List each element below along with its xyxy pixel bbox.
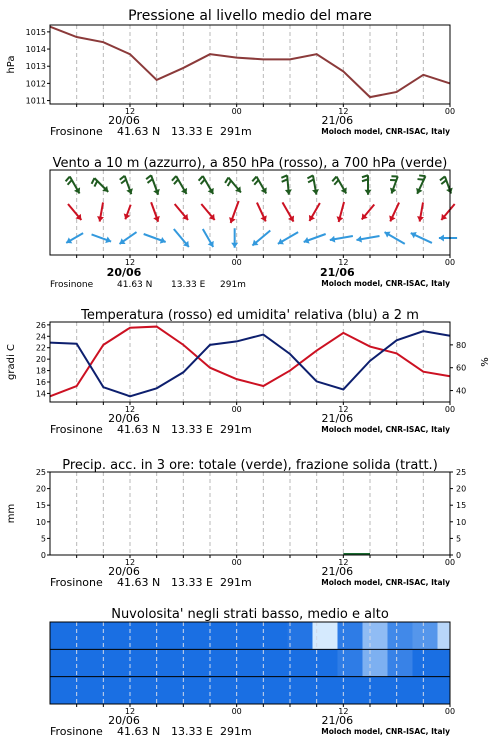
cloud-cell bbox=[388, 677, 413, 704]
precip-title: Precip. acc. in 3 ore: totale (verde), frazione solida (tratt.) bbox=[62, 458, 438, 473]
location-alt: 291m bbox=[220, 725, 252, 738]
cloud-cell bbox=[238, 677, 263, 704]
wind-barb bbox=[417, 179, 423, 180]
wind-barb bbox=[199, 176, 203, 181]
location-name: Frosinone bbox=[50, 576, 103, 589]
pressure-panel bbox=[6, 8, 455, 138]
x-tick-label: 00 bbox=[231, 707, 242, 716]
y-tick-label: 25 bbox=[35, 468, 46, 477]
y-tick-label: 24 bbox=[35, 332, 46, 342]
cloud-cell bbox=[238, 649, 263, 676]
cloud-cell bbox=[438, 677, 451, 704]
cloud-cell bbox=[63, 622, 88, 649]
x-tick-label: 00 bbox=[444, 405, 456, 414]
date-label: 21/06 bbox=[321, 114, 354, 127]
y-tick-label: 1013 bbox=[25, 62, 46, 72]
cloud-cell bbox=[138, 677, 163, 704]
cloud-cell bbox=[238, 622, 263, 649]
cloud-cell bbox=[213, 649, 238, 676]
wind-barb bbox=[146, 175, 151, 179]
wind-arrow-head bbox=[439, 235, 444, 242]
wind-barb bbox=[92, 178, 95, 184]
x-tick-label: 00 bbox=[231, 558, 242, 567]
date-label: 20/06 bbox=[108, 412, 140, 425]
location-lat: 41.63 N bbox=[117, 423, 161, 436]
y-tick-label: 26 bbox=[35, 320, 46, 330]
y-tick-label: 1015 bbox=[25, 27, 46, 37]
cloud-cell bbox=[50, 622, 63, 649]
y-tick-label: 22 bbox=[35, 343, 46, 353]
wind-barb bbox=[94, 181, 97, 187]
y-tick-label-right: 20 bbox=[456, 484, 467, 494]
cloud-cell bbox=[288, 677, 313, 704]
location-alt: 291m bbox=[220, 576, 252, 589]
cloud-cell bbox=[263, 622, 288, 649]
wind-barb bbox=[254, 180, 258, 185]
y-tick-label: 20 bbox=[35, 355, 46, 365]
x-tick-label: 12 bbox=[124, 707, 136, 716]
temp-rh-panel bbox=[6, 308, 491, 436]
location-lat: 41.63 N bbox=[117, 576, 161, 589]
cloud-cell bbox=[188, 677, 213, 704]
wind-barb bbox=[174, 179, 178, 184]
x-tick-label: 12 bbox=[338, 258, 349, 267]
cloud-cell bbox=[388, 622, 413, 649]
x-tick-label: 12 bbox=[338, 558, 349, 567]
x-tick-label: 00 bbox=[444, 258, 456, 267]
y-tick-label: 1014 bbox=[25, 45, 46, 55]
y-tick-label: 1011 bbox=[25, 96, 46, 106]
y-tick-label-right: 0 bbox=[456, 551, 462, 560]
date-label: 21/06 bbox=[321, 565, 354, 578]
cloud-cell bbox=[113, 677, 138, 704]
y-axis-label: mm bbox=[6, 503, 17, 524]
wind-barb bbox=[441, 180, 446, 184]
x-tick-label: 00 bbox=[231, 107, 242, 116]
cloud-cell bbox=[88, 649, 113, 676]
x-tick-label: 12 bbox=[124, 405, 136, 414]
wind-barb bbox=[307, 175, 313, 178]
x-tick-label: 12 bbox=[338, 107, 349, 116]
plot-frame bbox=[50, 472, 450, 555]
location-lat: 41.63 N bbox=[117, 125, 161, 138]
location-lon: 13.33 E bbox=[171, 725, 213, 738]
x-tick-label: 12 bbox=[124, 558, 136, 567]
y-tick-label-right: 60 bbox=[456, 363, 467, 373]
x-tick-label: 00 bbox=[231, 258, 242, 267]
location-alt: 291m bbox=[220, 423, 252, 436]
y-tick-label: 10 bbox=[35, 517, 46, 527]
model-credit: Moloch model, CNR-ISAC, Italy bbox=[321, 127, 450, 136]
x-tick-label: 00 bbox=[444, 107, 456, 116]
cloud-cell bbox=[363, 677, 388, 704]
location-alt: 291m bbox=[220, 125, 252, 138]
date-label: 20/06 bbox=[108, 114, 140, 127]
y-tick-label-right: 80 bbox=[456, 340, 467, 350]
cloud-cell bbox=[363, 649, 388, 676]
wind-barb bbox=[121, 180, 126, 184]
location-lon: 13.33 E bbox=[171, 125, 213, 138]
wind-barb bbox=[68, 180, 72, 185]
location-lon: 13.33 E bbox=[171, 576, 213, 589]
clouds-panel bbox=[50, 607, 455, 738]
pressure-title: Pressione al livello medio del mare bbox=[128, 8, 372, 24]
y-tick-label: 0 bbox=[40, 551, 46, 560]
y-tick-label: 16 bbox=[35, 378, 46, 387]
wind-barb bbox=[228, 181, 231, 186]
cloud-cell bbox=[113, 649, 138, 676]
location-name: Frosinone bbox=[50, 725, 103, 738]
wind-title: Vento a 10 m (azzurro), a 850 hPa (rosso), a 700 hPa (verde) bbox=[52, 156, 448, 171]
x-tick-label: 12 bbox=[124, 258, 136, 267]
wind-barb bbox=[148, 179, 153, 183]
cloud-cell bbox=[413, 649, 438, 676]
y-tick-label-right: 25 bbox=[456, 468, 467, 477]
cloud-cell bbox=[438, 649, 451, 676]
cloud-cell bbox=[50, 677, 63, 704]
x-tick-label: 12 bbox=[124, 107, 136, 116]
x-tick-label: 12 bbox=[338, 707, 349, 716]
cloud-cell bbox=[138, 622, 163, 649]
cloud-cell bbox=[63, 677, 88, 704]
y-tick-label: 1012 bbox=[25, 79, 46, 89]
cloud-cell bbox=[213, 622, 238, 649]
cloud-cell bbox=[338, 677, 363, 704]
model-credit: Moloch model, CNR-ISAC, Italy bbox=[321, 279, 450, 288]
cloud-cell bbox=[363, 622, 388, 649]
y-tick-label-right: 15 bbox=[456, 501, 467, 511]
cloud-cell bbox=[138, 649, 163, 676]
location-name: Frosinone bbox=[50, 125, 103, 138]
date-label: 21/06 bbox=[321, 714, 354, 727]
cloud-cell bbox=[50, 649, 63, 676]
y-tick-label: 15 bbox=[35, 501, 46, 511]
y-tick-label-right: 40 bbox=[456, 386, 467, 396]
precip-panel bbox=[6, 458, 466, 589]
cloud-cell bbox=[388, 649, 413, 676]
x-tick-label: 00 bbox=[444, 707, 456, 716]
wind-barb bbox=[201, 179, 205, 184]
wind-barb bbox=[120, 176, 125, 180]
x-tick-label: 12 bbox=[338, 405, 349, 414]
cloud-cell bbox=[213, 677, 238, 704]
date-label: 21/06 bbox=[320, 266, 355, 279]
model-credit: Moloch model, CNR-ISAC, Italy bbox=[321, 578, 450, 587]
cloud-cell bbox=[438, 622, 451, 649]
wind-level-2 bbox=[66, 228, 457, 248]
cloud-cell bbox=[263, 677, 288, 704]
wind-level-0 bbox=[66, 175, 453, 195]
y-tick-label: 14 bbox=[35, 389, 46, 399]
wind-barb bbox=[419, 175, 425, 176]
temp-rh-title: Temperatura (rosso) ed umidita' relativa (blu) a 2 m bbox=[81, 308, 419, 323]
location-lon: 13.33 E bbox=[171, 423, 213, 436]
cloud-cell bbox=[413, 622, 438, 649]
wind-barb bbox=[282, 179, 288, 182]
wind-barb bbox=[281, 175, 287, 178]
wind-arrow-head bbox=[285, 189, 292, 194]
cloud-cell bbox=[188, 649, 213, 676]
cloud-cell bbox=[288, 649, 313, 676]
wind-barb bbox=[252, 177, 256, 182]
location-lat: 41.63 N bbox=[117, 725, 161, 738]
location-lat: 41.63 N bbox=[117, 280, 153, 290]
x-tick-label: 00 bbox=[231, 405, 242, 414]
wind-panel bbox=[50, 156, 457, 290]
cloud-cell bbox=[63, 649, 88, 676]
cloud-cell bbox=[263, 649, 288, 676]
model-credit: Moloch model, CNR-ISAC, Italy bbox=[321, 727, 450, 736]
date-label: 20/06 bbox=[108, 565, 140, 578]
wind-barb bbox=[334, 180, 338, 185]
plot-frame bbox=[50, 170, 450, 255]
y-tick-label: 5 bbox=[40, 534, 46, 544]
plot-frame bbox=[50, 25, 450, 104]
location-alt: 291m bbox=[220, 280, 246, 290]
cloud-cell bbox=[88, 677, 113, 704]
pressure-line bbox=[50, 27, 450, 97]
location-name: Frosinone bbox=[50, 280, 94, 290]
model-credit: Moloch model, CNR-ISAC, Italy bbox=[321, 425, 450, 434]
y-tick-label: 18 bbox=[35, 366, 46, 376]
date-label: 21/06 bbox=[321, 412, 354, 425]
wind-barb bbox=[440, 176, 445, 180]
cloud-cell bbox=[113, 622, 138, 649]
y-axis-label-right: % bbox=[480, 357, 491, 367]
cloud-cell bbox=[288, 622, 313, 649]
cloud-cell bbox=[188, 622, 213, 649]
wind-barb bbox=[332, 177, 336, 182]
clouds-title: Nuvolosita' negli strati basso, medio e alto bbox=[111, 607, 389, 622]
wind-barb bbox=[172, 176, 176, 181]
date-label: 20/06 bbox=[106, 266, 142, 279]
y-axis-label: gradi C bbox=[6, 344, 17, 380]
y-tick-label-right: 10 bbox=[456, 517, 467, 527]
cloud-cell bbox=[413, 677, 438, 704]
cloud-cell bbox=[338, 622, 363, 649]
y-axis-label: hPa bbox=[6, 55, 17, 74]
date-label: 20/06 bbox=[108, 714, 140, 727]
x-tick-label: 00 bbox=[444, 558, 456, 567]
wind-barb bbox=[308, 179, 314, 182]
location-lon: 13.33 E bbox=[171, 280, 206, 290]
wind-barb bbox=[225, 178, 228, 183]
cloud-cell bbox=[88, 622, 113, 649]
wind-barb bbox=[66, 177, 70, 182]
y-tick-label: 20 bbox=[35, 484, 46, 494]
y-tick-label-right: 5 bbox=[456, 534, 462, 544]
location-name: Frosinone bbox=[50, 423, 103, 436]
cloud-cell bbox=[338, 649, 363, 676]
